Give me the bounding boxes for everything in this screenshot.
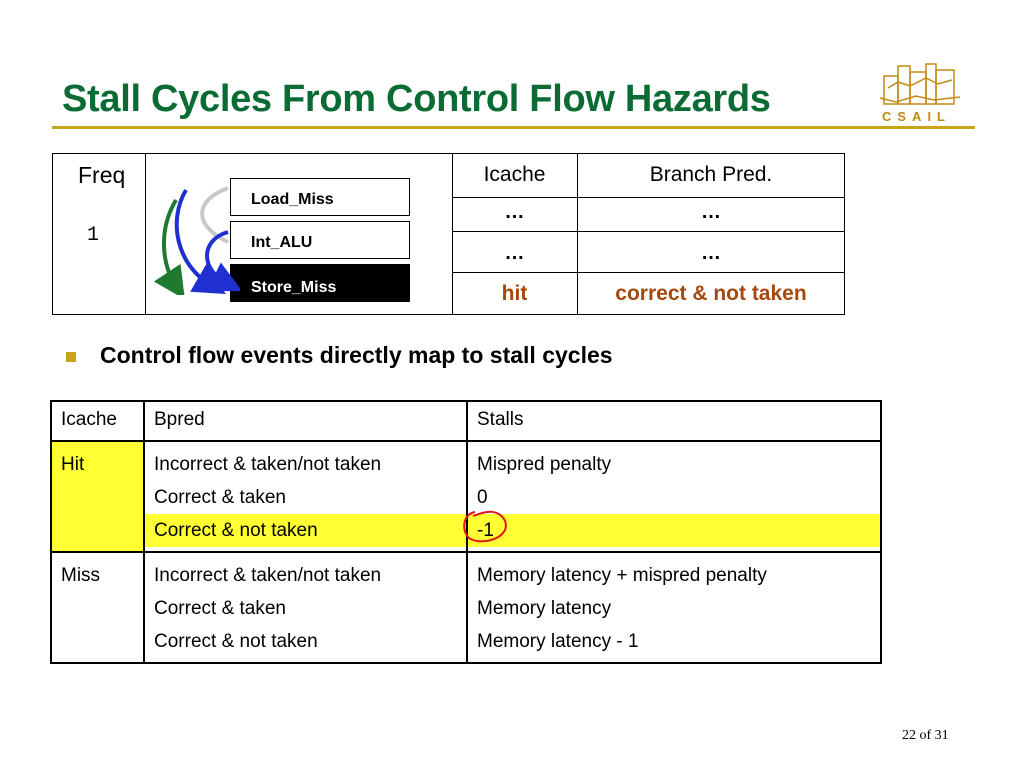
stalls-cell	[467, 552, 881, 663]
cell-ellipsis: …	[701, 242, 721, 264]
bullet-square-icon	[66, 352, 76, 362]
icache-value: Miss	[61, 565, 101, 586]
divider	[452, 197, 845, 198]
table-row	[51, 552, 881, 663]
slide-title: Stall Cycles From Control Flow Hazards	[62, 78, 771, 120]
instruction-int-alu: Int_ALU	[230, 221, 410, 259]
bpred-line: Correct & not taken	[154, 631, 318, 652]
header-icache: Icache	[483, 163, 546, 186]
stalls-cell	[467, 441, 881, 552]
bpred-line-highlighted: Correct & not taken	[145, 514, 466, 547]
freq-value: 1	[87, 224, 100, 247]
icache-value: Hit	[61, 454, 85, 475]
bpred-line: Incorrect & taken/not taken	[154, 565, 382, 586]
page-of-label: of	[919, 728, 932, 743]
icache-cell	[51, 552, 144, 663]
title-divider	[52, 126, 975, 129]
stalls-line-highlighted: -1	[468, 514, 880, 547]
bpred-line: Correct & taken	[154, 487, 286, 508]
red-circle-annotation-icon	[459, 508, 511, 544]
bpred-cell	[144, 552, 467, 663]
divider	[145, 153, 146, 315]
cell-hit: hit	[501, 282, 528, 305]
bpred-line: Correct & taken	[154, 598, 286, 619]
divider	[452, 231, 845, 232]
bpred-line: Incorrect & taken/not taken	[154, 454, 382, 475]
instruction-load-miss: Load_Miss	[230, 178, 410, 216]
cell-ellipsis: …	[504, 242, 525, 264]
column-header: Icache	[51, 401, 144, 441]
stalls-line: 0	[477, 487, 488, 508]
header-branch-pred: Branch Pred.	[649, 163, 773, 186]
page-total: 31	[934, 728, 949, 743]
stalls-line: Memory latency	[477, 598, 612, 619]
instruction-store-miss: Store_Miss	[230, 264, 410, 302]
icache-cell	[51, 441, 144, 552]
flow-arrows-icon	[150, 180, 240, 295]
stalls-line: Memory latency + mispred penalty	[477, 565, 767, 586]
stalls-line: Mispred penalty	[477, 454, 612, 475]
cell-ellipsis: …	[701, 201, 721, 223]
column-header: Bpred	[144, 401, 467, 441]
bullet-text: Control flow events directly map to stall cycles	[100, 342, 613, 368]
page-current: 22	[902, 728, 916, 743]
page-number	[902, 728, 949, 744]
stalls-line: Memory latency - 1	[477, 631, 639, 652]
cell-correct-not-taken: correct & not taken	[615, 282, 807, 305]
table-header-row	[51, 401, 881, 441]
cell-ellipsis: …	[504, 201, 525, 223]
freq-label: Freq	[78, 162, 126, 188]
column-header: Stalls	[467, 401, 881, 441]
divider	[452, 272, 845, 273]
logo-text: CSAIL	[882, 109, 951, 124]
bpred-cell	[144, 441, 467, 552]
